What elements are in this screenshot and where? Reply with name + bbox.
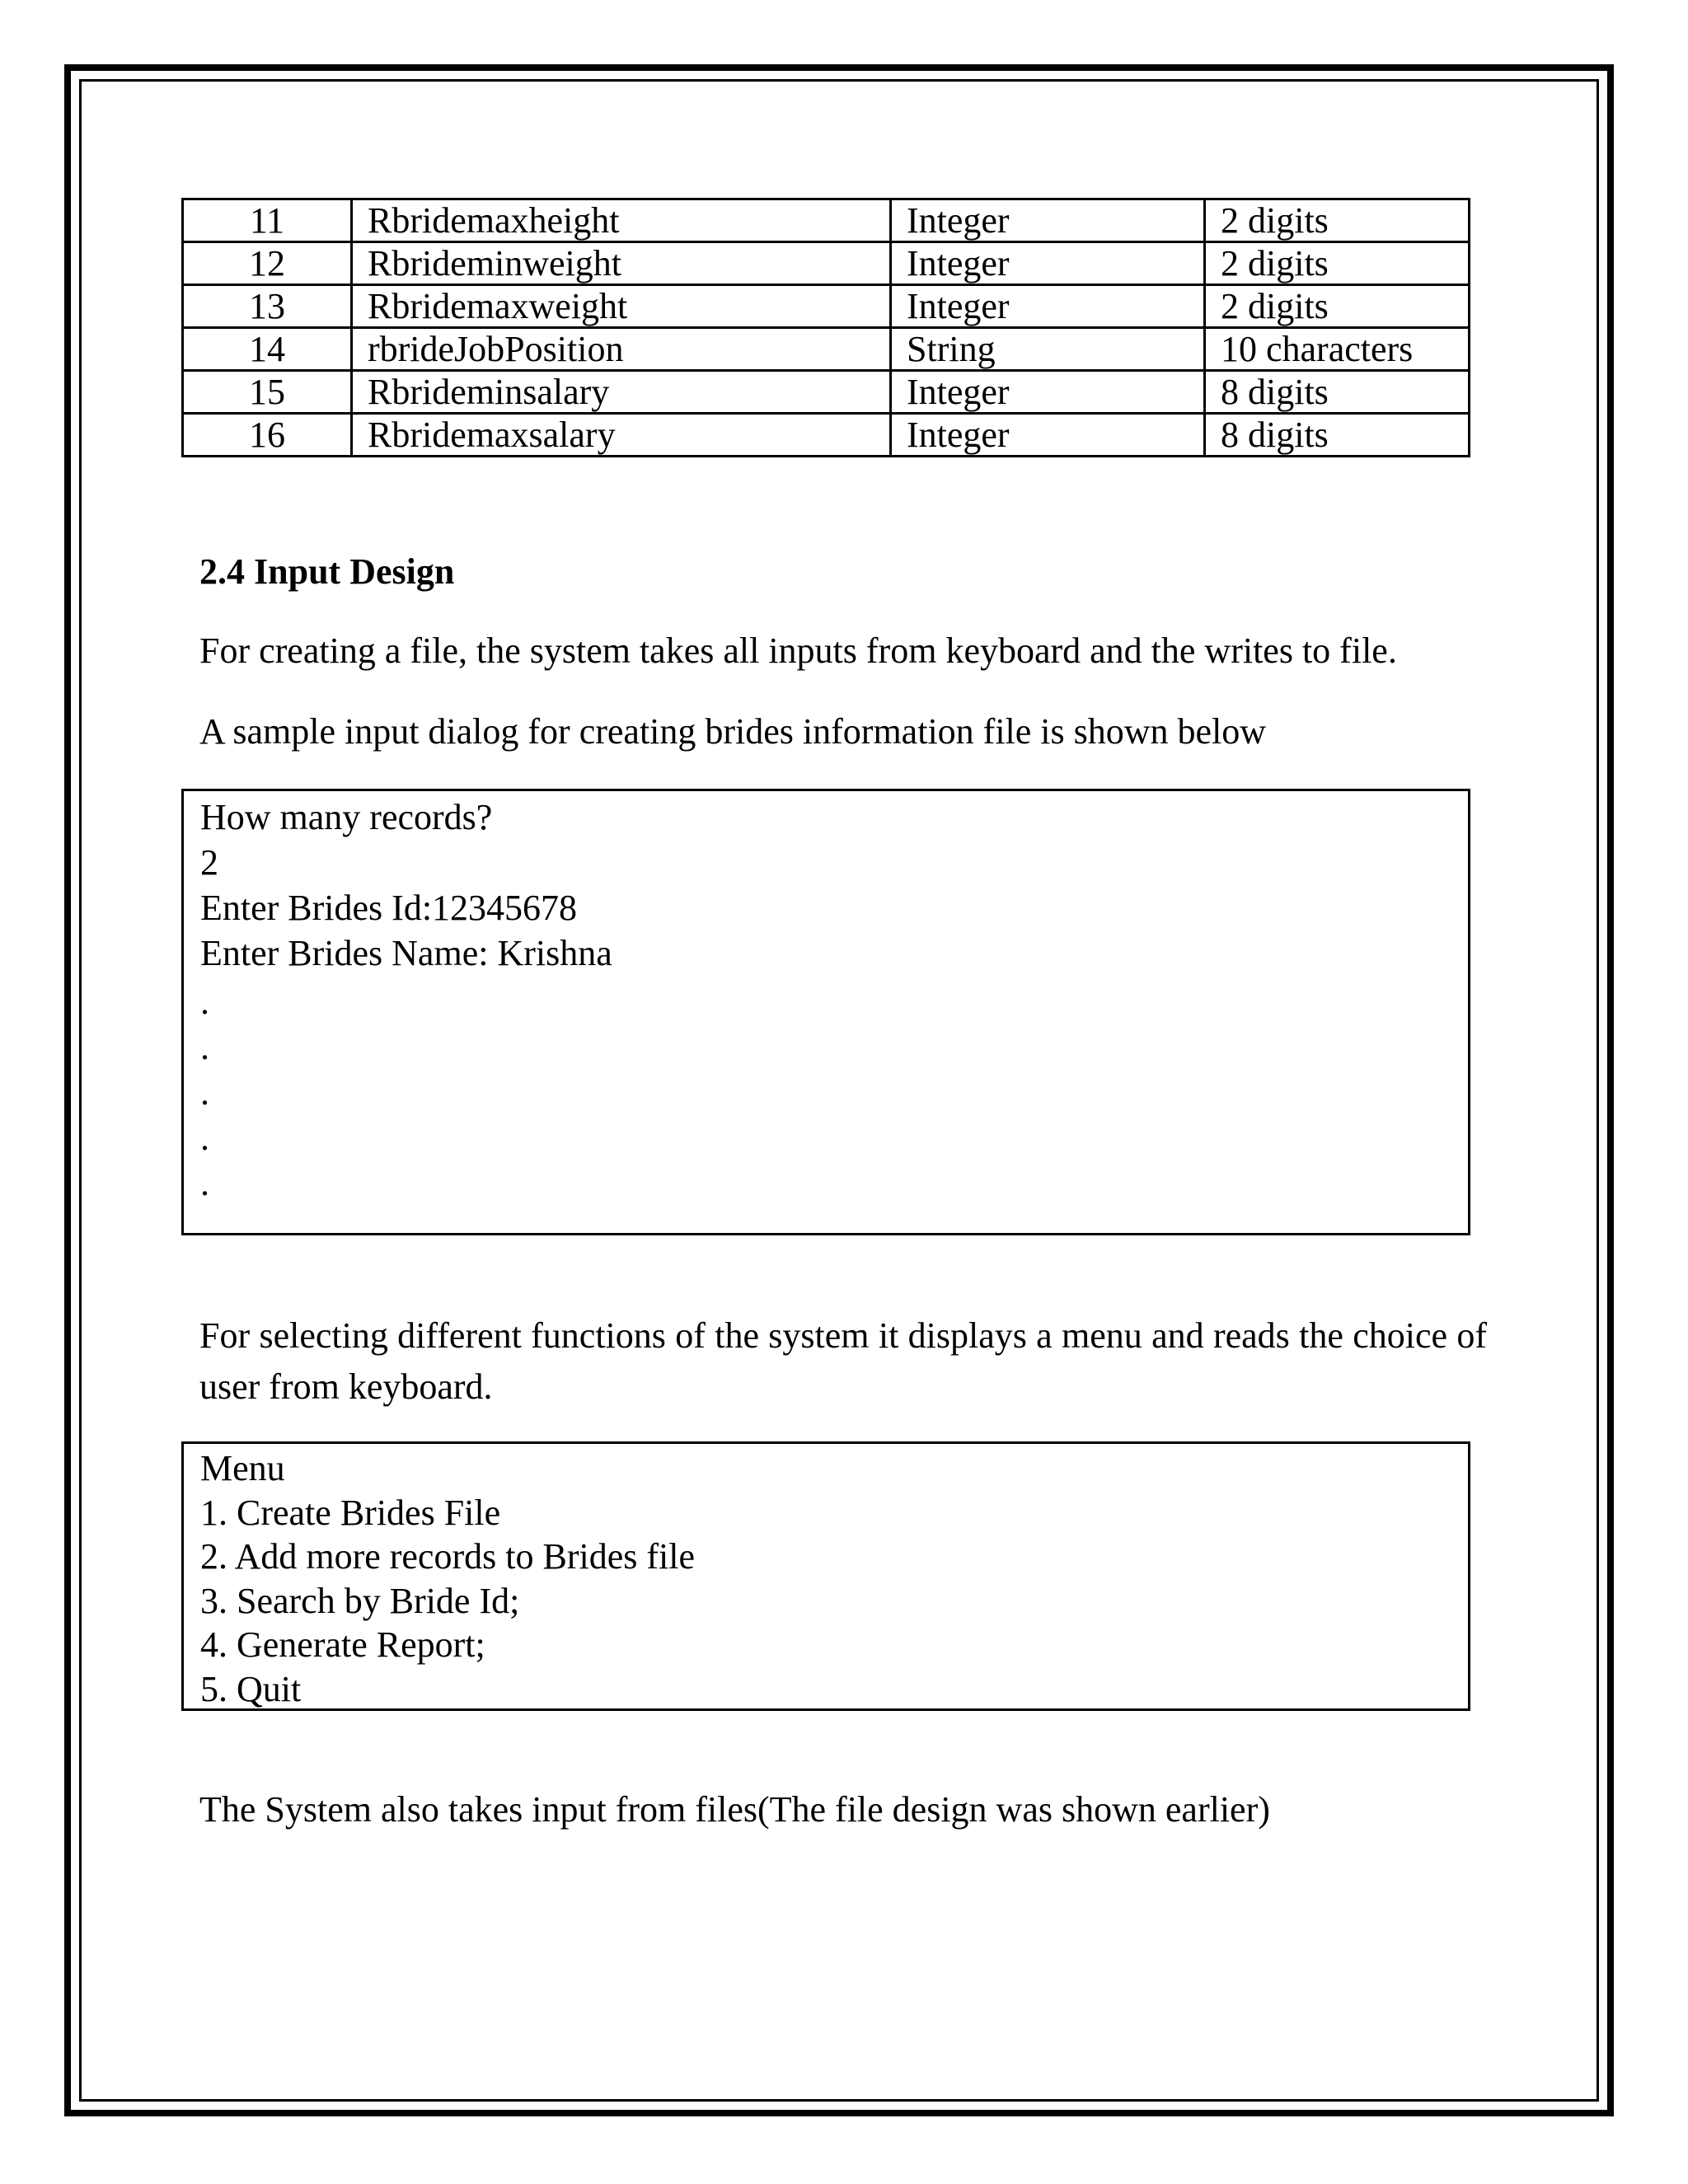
table-row (183, 242, 1470, 285)
field-type: String (891, 328, 1205, 371)
field-type: Integer (891, 414, 1205, 457)
field-number: 13 (183, 285, 352, 328)
field-name: Rbrideminsalary (352, 371, 891, 414)
field-name: Rbrideminweight (352, 242, 891, 285)
dialog-ellipsis-dot: . (200, 1027, 209, 1067)
field-size: 10 characters (1205, 328, 1470, 371)
field-name: Rbridemaxheight (352, 199, 891, 242)
field-size: 8 digits (1205, 414, 1470, 457)
paragraph-sample-dialog: A sample input dialog for creating brides information file is shown below (199, 711, 1267, 752)
field-name: Rbridemaxsalary (352, 414, 891, 457)
input-dialog-box (181, 789, 1470, 1235)
dialog-line: Enter Brides Id:12345678 (200, 888, 578, 928)
dialog-ellipsis-dot: . (200, 1163, 209, 1203)
table-row (183, 414, 1470, 457)
field-number: 12 (183, 242, 352, 285)
field-type: Integer (891, 242, 1205, 285)
section-heading: 2.4 Input Design (199, 551, 455, 592)
field-type: Integer (891, 371, 1205, 414)
field-name: rbrideJobPosition (352, 328, 891, 371)
field-name: Rbridemaxweight (352, 285, 891, 328)
dialog-line: 2 (200, 842, 218, 883)
field-number: 11 (183, 199, 352, 242)
field-size: 2 digits (1205, 242, 1470, 285)
field-size: 2 digits (1205, 199, 1470, 242)
field-number: 16 (183, 414, 352, 457)
dialog-ellipsis-dot: . (200, 1118, 209, 1158)
field-size: 2 digits (1205, 285, 1470, 328)
paragraph-file-input: The System also takes input from files(The file design was shown earlier) (199, 1789, 1270, 1830)
field-type: Integer (891, 285, 1205, 328)
menu-title: Menu (200, 1448, 285, 1488)
table-row (183, 328, 1470, 371)
menu-box (181, 1441, 1470, 1711)
field-size: 8 digits (1205, 371, 1470, 414)
dialog-ellipsis-dot: . (200, 982, 209, 1022)
field-type: Integer (891, 199, 1205, 242)
paragraph-menu-description: For selecting different functions of the system it displays a menu and reads the choice of user from keyboard. (199, 1315, 1487, 1407)
paragraph-file-creation: For creating a file, the system takes all inputs from keyboard and the writes to file. (199, 630, 1397, 671)
dialog-line: How many records? (200, 797, 493, 837)
table-row (183, 199, 1470, 242)
menu-item: 2. Add more records to Brides file (200, 1536, 695, 1577)
menu-item: 1. Create Brides File (200, 1492, 501, 1533)
menu-item: 3. Search by Bride Id; (200, 1580, 520, 1621)
field-number: 14 (183, 328, 352, 371)
table-row (183, 285, 1470, 328)
dialog-line: Enter Brides Name: Krishna (200, 933, 612, 973)
dialog-ellipsis-dot: . (200, 1072, 209, 1113)
menu-item: 5. Quit (200, 1668, 302, 1709)
field-number: 15 (183, 371, 352, 414)
menu-item: 4. Generate Report; (200, 1624, 485, 1665)
file-design-table (181, 198, 1470, 457)
table-row (183, 371, 1470, 414)
